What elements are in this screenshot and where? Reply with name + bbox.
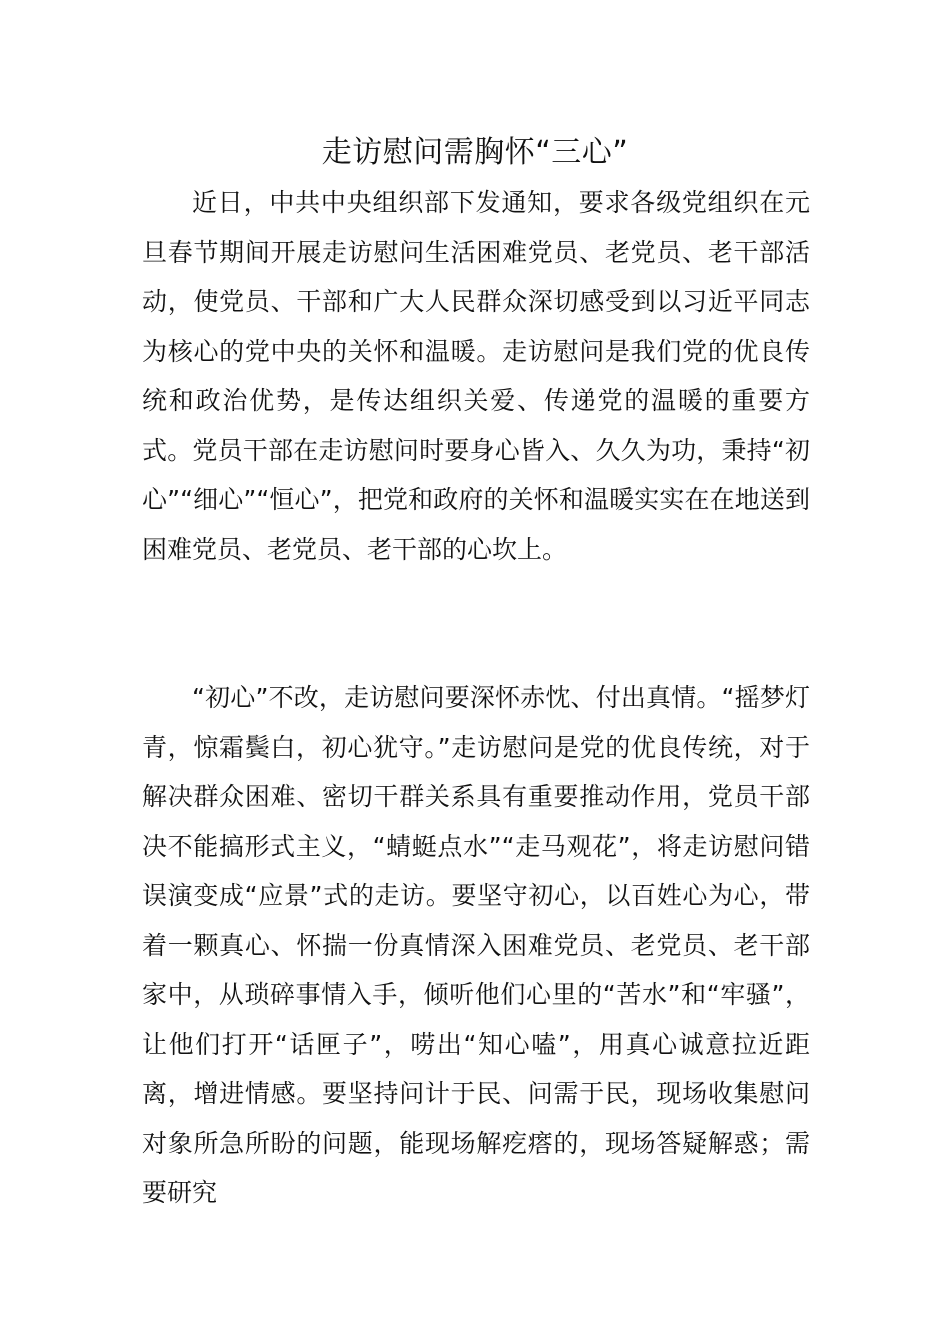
document-title: 走访慰问需胸怀“三心” — [321, 135, 629, 170]
paragraph-intro: 近日，中共中央组织部下发通知，要求各级党组织在元旦春节期间开展走访慰问生活困难党员、老党员、老干部活动，使党员、干部和广大人民群众深切感受到以习近平同志为核心的党中央的关怀和温暖。走访慰问是我们党的优良传统和政治优势，是传达组织关爱、传递党的温暖的重要方式。党员干部在走访慰问时要身心皆入、久久为功，秉持“初心”“细心”“恒心”，把党和政府的关怀和温暖实实在在地送到困难党员、老党员、老干部的心坎上。 — [142, 188, 810, 564]
paragraph-initial-heart: “初心”不改，走访慰问要深怀赤忱、付出真情。“摇梦灯青，惊霜鬓白，初心犹守。”走访慰问是党的优良传统，对于解决群众困难、密切干群关系具有重要推动作用，党员干部决不能搞形式主义，“蜻蜓点水”“走马观花”，将走访慰问错误演变成“应景”式的走访。要坚守初心，以百姓心为心，带着一颗真心、怀揣一份真情深入困难党员、老党员、老干部家中，从琐碎事情入手，倾听他们心里的“苦水”和“牢骚”，让他们打开“话匣子”，唠出“知心嗑”，用真心诚意拉近距离，增进情感。要坚持问计于民、问需于民，现场收集慰问对象所急所盼的问题，能现场解疙瘩的，现场答疑解惑；需要研究 — [142, 683, 810, 1207]
